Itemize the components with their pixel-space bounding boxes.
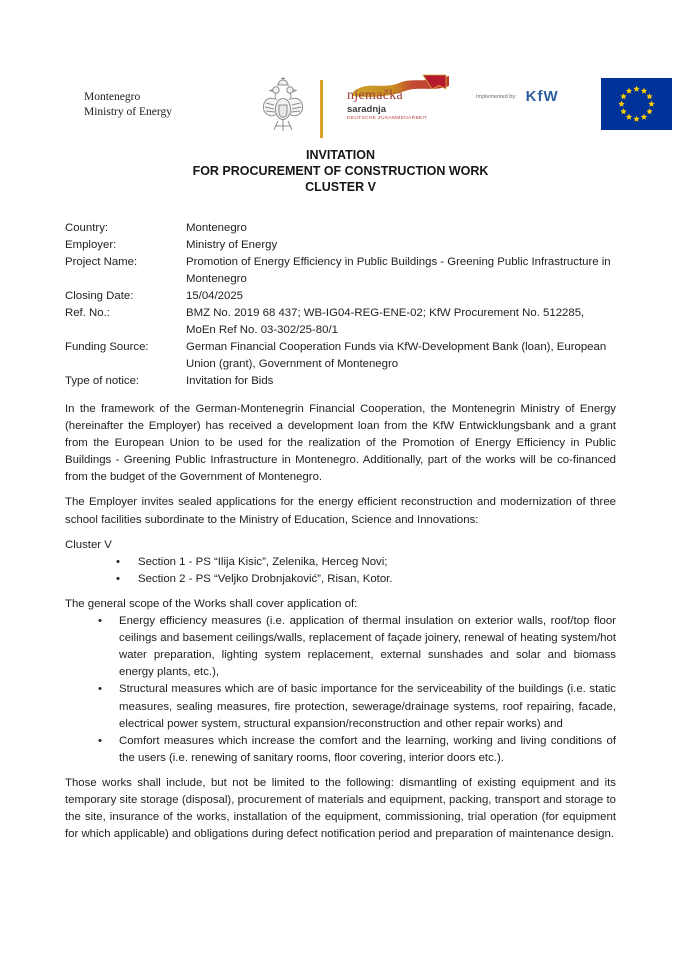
ministry-label [84, 90, 172, 119]
field-value: 15/04/2025 [186, 290, 244, 302]
list-item-section-2 [65, 571, 616, 588]
document-title [65, 147, 616, 195]
field-row-ref-no [65, 305, 616, 339]
implemented-by-label: Implemented by: [476, 93, 517, 100]
scope-measures-list [65, 613, 616, 767]
header [0, 0, 679, 142]
ministry-line2: Ministry of Energy [84, 105, 172, 118]
field-value: Promotion of Energy Efficiency in Public Buildings - Greening Public Infrastructure in Montenegro [186, 256, 611, 285]
field-row-funding-source [65, 339, 616, 373]
list-item-comfort-measures [65, 733, 616, 767]
list-item-text: • Comfort measures which increase the comfort and the learning, working and living conditions of the users (i.e. renewing of sanitary rooms, floor covering, interior doors etc.). [119, 734, 616, 764]
field-label: Employer: [65, 239, 117, 251]
field-label: Closing Date: [65, 290, 134, 302]
field-value: Invitation for Bids [186, 375, 274, 387]
field-label: Ref. No.: [65, 307, 110, 319]
list-item-text: • Section 1 - PS “Ilija Kisic”, Zelenika, Herceg Novi; [138, 555, 388, 568]
summary-fields [65, 220, 616, 390]
field-label: Type of notice: [65, 375, 140, 387]
montenegro-coat-of-arms-icon [260, 76, 306, 138]
german-coop-subname: saradnja [347, 104, 387, 115]
list-item-text: • Section 2 - PS “Veljko Drobnjaković”, Risan, Kotor. [138, 572, 393, 585]
german-coop-name: njemačka [347, 88, 404, 103]
field-row-closing-date [65, 288, 616, 305]
paragraph-works-include: Those works shall include, but not be limited to the following: dismantling of existing equipment and its temporary site storage (disposal), procurement of materials and equipment, packing, transport and storage to the site, insurance of the works, installation of the equipment, commissioning, trial operation (for equipment for which applicable) and obligations during defect notification period and preparation of maintenance design. [65, 776, 616, 841]
field-row-employer [65, 237, 616, 254]
field-row-type-of-notice [65, 373, 616, 390]
title-line2: FOR PROCUREMENT OF CONSTRUCTION WORK [192, 164, 489, 178]
field-value: BMZ No. 2019 68 437; WB-IG04-REG-ENE-02; KfW Procurement No. 512285, MoEn Ref No. 03-302/25-80/1 [186, 307, 585, 336]
kfw-logo [476, 88, 559, 105]
list-item-section-1 [65, 554, 616, 571]
list-item-structural-measures [65, 681, 616, 732]
field-value: German Financial Cooperation Funds via KfW-Development Bank (loan), European Union (grant), Government of Montenegro [186, 341, 607, 370]
field-value: Ministry of Energy [186, 239, 278, 251]
list-item-energy-measures [65, 613, 616, 681]
field-value: Montenegro [186, 222, 247, 234]
gold-divider [320, 80, 323, 138]
eu-flag-icon [601, 78, 672, 130]
cluster-heading: Cluster V [65, 538, 112, 551]
field-label: Funding Source: [65, 341, 149, 353]
field-label: Country: [65, 222, 109, 234]
list-item-text: • Energy efficiency measures (i.e. application of thermal insulation on exterior walls, roof/top floor ceilings and basement ceilings/walls, replacement of façade joinery, renewal of heating system/hot water preparation, lighting system replacement, external sunshades and solar and biomass energy plants, etc.), [119, 615, 616, 679]
document-body [65, 401, 616, 843]
field-row-project-name [65, 254, 616, 288]
kfw-logo-text: KfW [525, 88, 559, 105]
list-item-text: • Structural measures which are of basic importance for the serviceability of the buildings (i.e. static measures, sealing measures, fire protection, sewerage/drainage systems, roof repairing, facade, electrical power system, structural expansion/reconstruction and other repair works) and [119, 683, 616, 730]
title-line1: INVITATION [306, 148, 375, 162]
field-row-country [65, 220, 616, 237]
ministry-line1: Montenegro [84, 91, 141, 103]
scope-intro: The general scope of the Works shall cover application of: [65, 597, 358, 610]
german-cooperation-logo [347, 74, 453, 130]
paragraph-invitation: The Employer invites sealed applications for the energy efficient reconstruction and modernization of three school facilities subordinate to the Ministry of Education, Science and Innovations: [65, 496, 616, 526]
paragraph-framework: In the framework of the German-Montenegrin Financial Cooperation, the Montenegrin Ministry of Energy (hereinafter the Employer) has received a development loan from the KfW Entwicklungsbank and a grant from the European Union to be used for the realization of the Promotion of Energy Efficiency in Public Buildings - Greening Public Infrastructure in Montenegro. Additionally, part of the works will be co-financed from the budget of the Government of Montenegro. [65, 403, 616, 484]
cluster-section-list [65, 554, 616, 588]
german-coop-caption: DEUTSCHE ZUSAMMENARBEIT [347, 116, 428, 121]
field-label: Project Name: [65, 256, 138, 268]
title-line3: CLUSTER V [305, 180, 376, 194]
